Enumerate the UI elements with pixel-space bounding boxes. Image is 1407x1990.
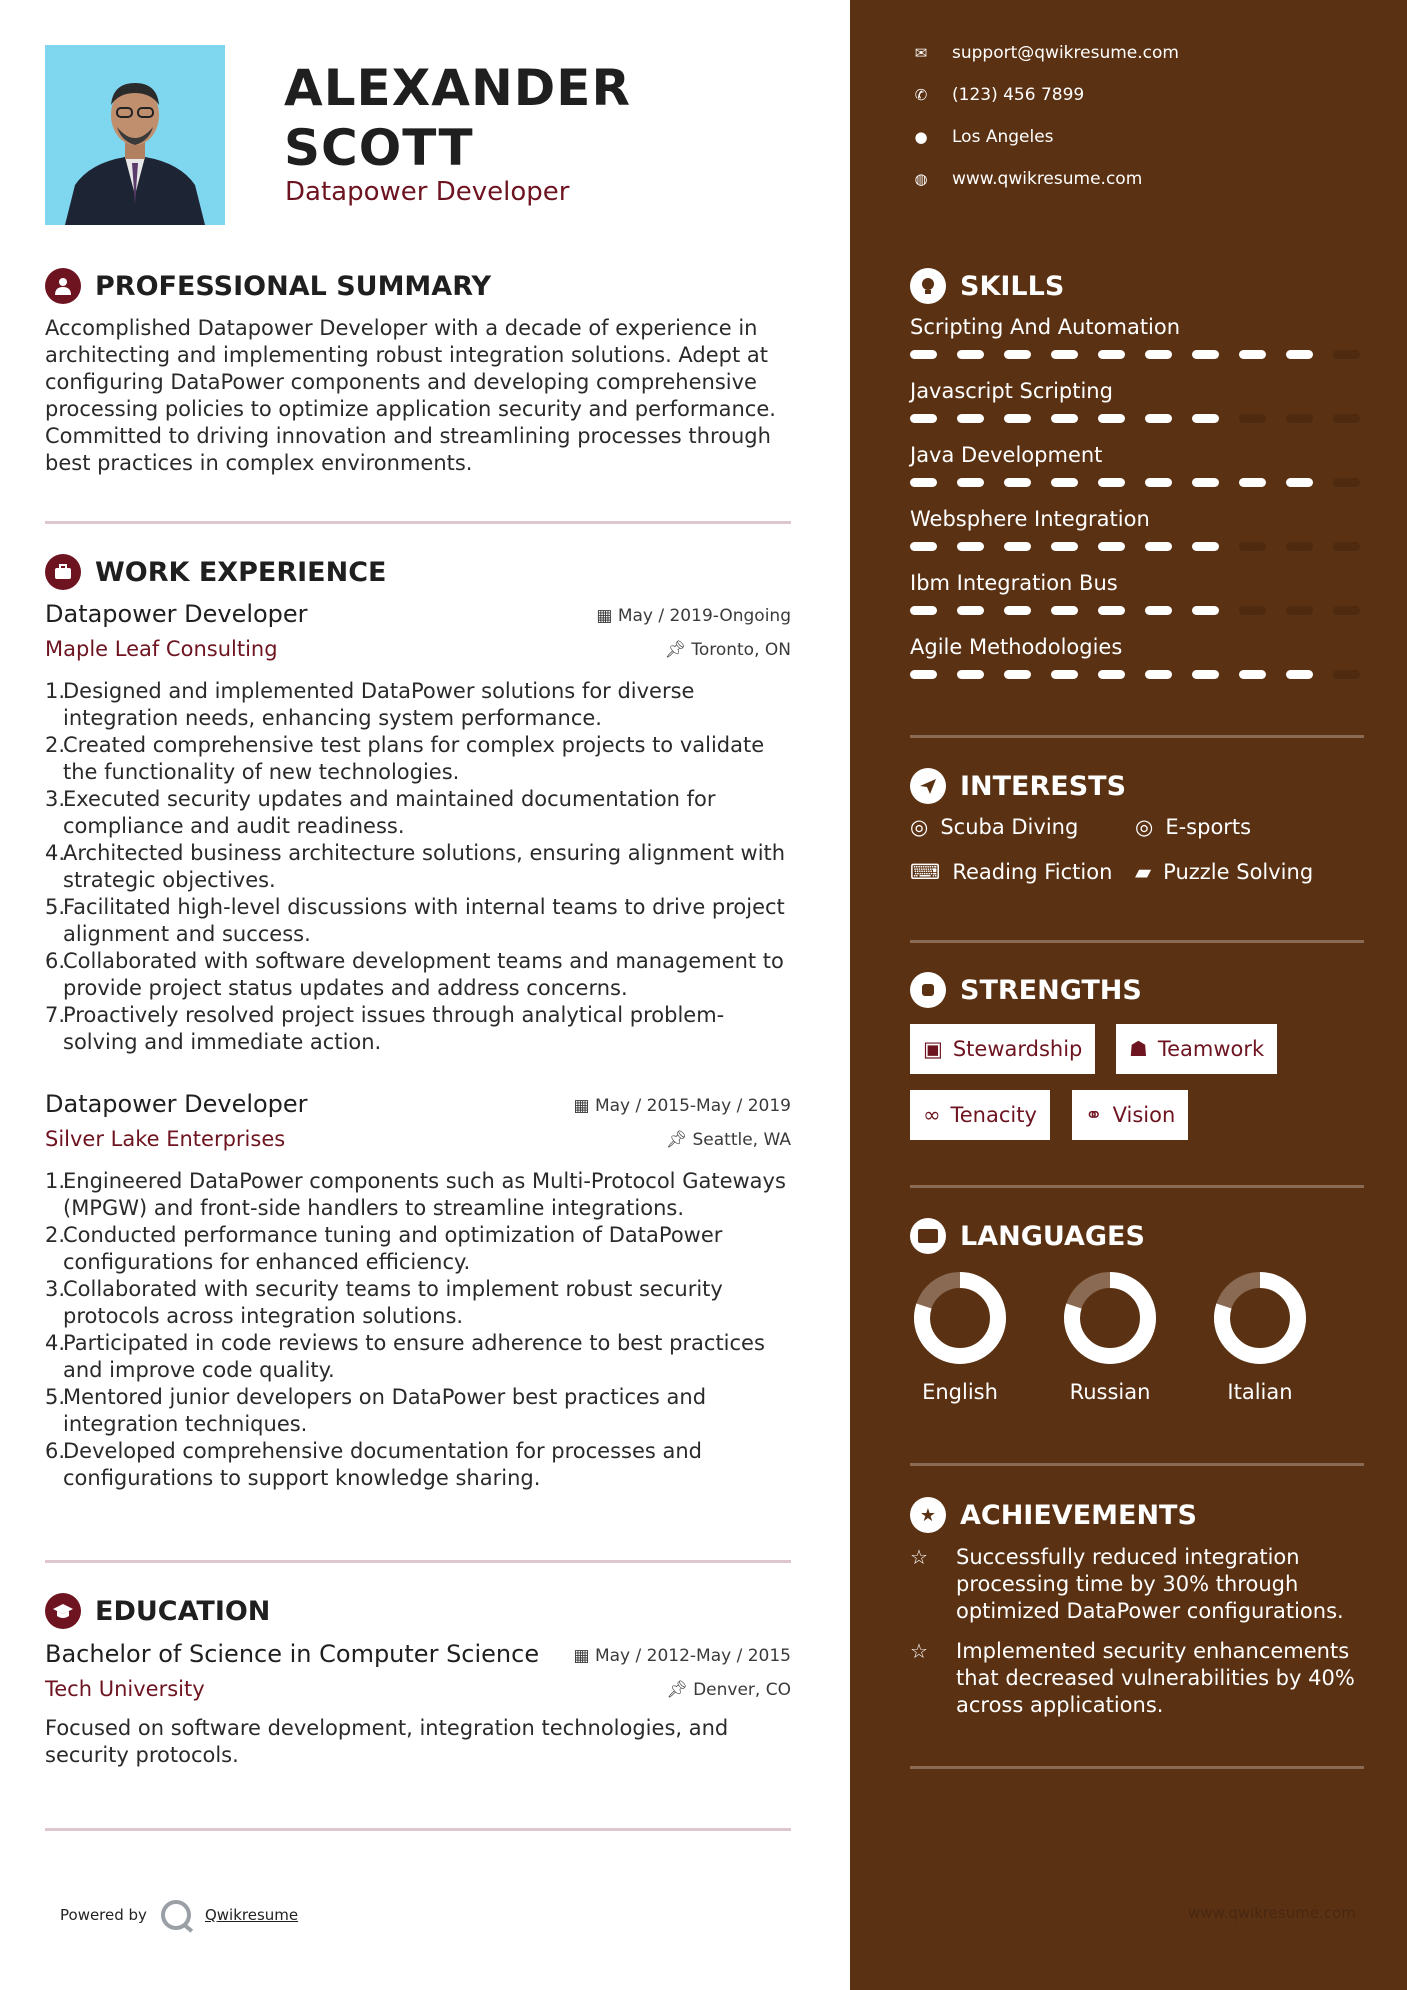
- duty-text: Architected business architecture solutions, ensuring alignment with strategic objectives.: [63, 841, 786, 892]
- interest-item: [1135, 860, 1313, 884]
- skill-rating-dot: [1098, 606, 1125, 615]
- divider: [910, 1185, 1364, 1188]
- duty-number: 3.: [45, 1277, 66, 1301]
- duty-item: [45, 1222, 795, 1276]
- education-date: [574, 1646, 792, 1666]
- life-ring-icon: ◎: [910, 815, 929, 839]
- skill-name: Agile Methodologies: [910, 635, 1123, 659]
- skill-rating-dot: [1051, 670, 1078, 679]
- skill-rating-dot: [1239, 350, 1266, 359]
- skill-rating-dot: [1286, 478, 1313, 487]
- skill-rating-dot: [1333, 670, 1360, 679]
- divider: [910, 735, 1364, 738]
- strengths-heading-text: STRENGTHS: [960, 974, 1142, 1006]
- skill-rating-dot: [1333, 350, 1360, 359]
- duty-text: Designed and implemented DataPower solutions for diverse integration needs, enhancing system performance.: [63, 679, 695, 730]
- divider: [910, 1463, 1364, 1466]
- job-entry-location-text: Toronto, ON: [691, 640, 791, 660]
- skill-rating: [910, 414, 1364, 423]
- name-line-1: ALEXANDER: [284, 59, 631, 117]
- duty-text: Mentored junior developers on DataPower best practices and integration techniques.: [63, 1385, 707, 1436]
- skill-item: [910, 443, 1364, 487]
- duty-item: [45, 786, 795, 840]
- languages-heading: [910, 1218, 1145, 1254]
- language-item: [1205, 1268, 1315, 1404]
- achievements-heading-text: ACHIEVEMENTS: [960, 1499, 1197, 1531]
- skill-rating-dot: [957, 606, 984, 615]
- duty-item: [45, 948, 795, 1002]
- duty-text: Created comprehensive test plans for complex projects to validate the functionality of new technologies.: [63, 733, 765, 784]
- strength-tag: [1072, 1090, 1188, 1140]
- interest-item: [910, 815, 1078, 839]
- duty-text: Collaborated with software development teams and management to provide project status updates and address concerns.: [63, 949, 784, 1000]
- education-heading: [45, 1593, 270, 1629]
- strength-label: Tenacity: [950, 1103, 1037, 1127]
- skill-rating-dot: [1098, 478, 1125, 487]
- skill-rating-dot: [1145, 542, 1172, 551]
- calendar-icon: ▦: [573, 1096, 595, 1116]
- language-level-ring: [1210, 1268, 1310, 1368]
- interest-item: [910, 860, 1112, 884]
- language-name: English: [922, 1380, 998, 1404]
- duty-text: Facilitated high-level discussions with internal teams to drive project alignment and success.: [63, 895, 785, 946]
- skill-rating-dot: [1239, 670, 1266, 679]
- gamepad-icon: ⌨: [910, 860, 941, 884]
- lightbulb-icon: [910, 268, 946, 304]
- duty-text: Developed comprehensive documentation for processes and configurations to support knowledge sharing.: [63, 1439, 703, 1490]
- achievement-item: [910, 1638, 1364, 1719]
- skill-rating-dot: [1192, 478, 1219, 487]
- duty-item: [45, 1002, 795, 1056]
- divider: [45, 1560, 791, 1563]
- skill-rating-dot: [1051, 414, 1078, 423]
- language-name: Russian: [1069, 1380, 1151, 1404]
- candidate-name: [284, 58, 631, 178]
- duty-number: 5.: [45, 1385, 66, 1409]
- skill-rating-dot: [1192, 542, 1219, 551]
- skill-rating-dot: [1098, 542, 1125, 551]
- skill-rating: [910, 670, 1364, 679]
- strength-label: Vision: [1112, 1103, 1176, 1127]
- contact-email-text: support@qwikresume.com: [952, 43, 1179, 63]
- skill-rating-dot: [957, 350, 984, 359]
- interest-label: Scuba Diving: [940, 815, 1079, 839]
- strengths-heading: [910, 972, 1142, 1008]
- languages-heading-text: LANGUAGES: [960, 1220, 1145, 1252]
- achievement-text: Implemented security enhancements that decreased vulnerabilities by 40% across applications.: [956, 1639, 1355, 1717]
- duty-number: 6.: [45, 949, 66, 973]
- strength-tag: [1116, 1024, 1277, 1074]
- phone-icon: ✆: [914, 86, 928, 104]
- summary-heading-text: PROFESSIONAL SUMMARY: [95, 270, 492, 302]
- duty-text: Proactively resolved project issues through analytical problem-solving and immediate action.: [63, 1003, 725, 1054]
- skills-heading: [910, 268, 1064, 304]
- duty-number: 2.: [45, 733, 66, 757]
- strength-tag: [910, 1024, 1095, 1074]
- skill-rating-dot: [1098, 350, 1125, 359]
- job-entry-date: [596, 606, 791, 626]
- duty-item: [45, 894, 795, 948]
- interest-item: [1135, 815, 1251, 839]
- skill-rating-dot: [1004, 670, 1031, 679]
- achievements-heading: [910, 1497, 1197, 1533]
- qwikresume-logo-icon: [161, 1900, 191, 1930]
- pin-icon: 📌︎: [664, 640, 692, 660]
- skill-rating-dot: [1286, 414, 1313, 423]
- interest-label: Puzzle Solving: [1163, 860, 1314, 884]
- skill-rating-dot: [1192, 606, 1219, 615]
- job-entry-company: Maple Leaf Consulting: [45, 637, 278, 661]
- star-icon: ☆: [910, 1545, 928, 1569]
- skill-name: Javascript Scripting: [910, 379, 1113, 403]
- job-entry-date: [574, 1096, 792, 1116]
- skill-rating-dot: [1286, 606, 1313, 615]
- qwikresume-link[interactable]: Qwikresume: [204, 1906, 299, 1924]
- job-entry: [45, 1090, 791, 1510]
- skill-name: Scripting And Automation: [910, 315, 1181, 339]
- skill-rating: [910, 606, 1364, 615]
- skill-rating-dot: [1239, 542, 1266, 551]
- skill-rating-dot: [1098, 670, 1125, 679]
- duty-text: Engineered DataPower components such as Multi-Protocol Gateways (MPGW) and front-side handlers to streamline integrations.: [63, 1169, 786, 1220]
- skill-rating-dot: [1333, 414, 1360, 423]
- skill-name: Java Development: [910, 443, 1103, 467]
- contact-location-text: Los Angeles: [952, 127, 1054, 147]
- strength-label: Stewardship: [952, 1037, 1083, 1061]
- skill-rating-dot: [910, 350, 937, 359]
- skill-name: Ibm Integration Bus: [910, 571, 1118, 595]
- footer-website: www.qwikresume.com: [1188, 1904, 1356, 1922]
- divider: [45, 1828, 791, 1831]
- job-entry-location: [666, 1130, 792, 1150]
- duty-item: [45, 1384, 795, 1438]
- skill-rating-dot: [1239, 414, 1266, 423]
- divider: [45, 521, 791, 524]
- skill-rating-dot: [1239, 478, 1266, 487]
- skill-item: [910, 571, 1364, 615]
- language-level-ring: [1060, 1268, 1160, 1368]
- skill-name: Websphere Integration: [910, 507, 1150, 531]
- skills-heading-text: SKILLS: [960, 270, 1065, 302]
- skill-rating-dot: [1192, 670, 1219, 679]
- pin-icon: 📌︎: [665, 1130, 693, 1150]
- duty-number: 2.: [45, 1223, 66, 1247]
- binoculars-icon: ⚭: [1085, 1103, 1103, 1127]
- achievement-text: Successfully reduced integration processing time by 30% through optimized DataPower configurations.: [956, 1545, 1344, 1623]
- duty-number: 7.: [45, 1003, 66, 1027]
- user-icon: [45, 268, 81, 304]
- education-location-text: Denver, CO: [693, 1680, 791, 1700]
- link-icon: ∞: [923, 1103, 941, 1127]
- summary-heading: [45, 268, 491, 304]
- skill-rating-dot: [1004, 350, 1031, 359]
- divider: [910, 940, 1364, 943]
- life-ring-icon: ◎: [1135, 815, 1154, 839]
- paper-plane-icon: [910, 768, 946, 804]
- skill-rating-dot: [1051, 478, 1078, 487]
- duty-item: [45, 840, 795, 894]
- skill-rating-dot: [1286, 542, 1313, 551]
- skill-rating-dot: [1004, 414, 1031, 423]
- globe-icon: ◍: [914, 170, 928, 188]
- skill-rating-dot: [910, 606, 937, 615]
- sidebar: [850, 0, 1407, 1990]
- job-duties-list: [45, 1168, 795, 1492]
- duty-text: Participated in code reviews to ensure adherence to best practices and improve code quality.: [63, 1331, 765, 1382]
- job-entry-date-text: May / 2015-May / 2019: [594, 1096, 791, 1116]
- calendar-icon: ▦: [596, 606, 618, 626]
- experience-heading: [45, 554, 386, 590]
- skill-rating-dot: [1098, 414, 1125, 423]
- education-heading-text: EDUCATION: [95, 1595, 271, 1627]
- duty-item: [45, 732, 795, 786]
- achievement-item: [910, 1544, 1364, 1625]
- skill-rating-dot: [1192, 414, 1219, 423]
- skill-rating: [910, 478, 1364, 487]
- contact-email[interactable]: [910, 43, 1179, 63]
- skill-rating-dot: [957, 542, 984, 551]
- education-description: Focused on software development, integration technologies, and security protocols.: [45, 1716, 729, 1767]
- skill-rating-dot: [1145, 414, 1172, 423]
- skill-rating-dot: [1192, 350, 1219, 359]
- profile-photo: [45, 45, 225, 225]
- interest-label: Reading Fiction: [952, 860, 1113, 884]
- language-level-ring: [910, 1268, 1010, 1368]
- skill-rating-dot: [1145, 606, 1172, 615]
- duty-item: [45, 1276, 795, 1330]
- duty-number: 4.: [45, 1331, 66, 1355]
- strength-label: Teamwork: [1157, 1037, 1265, 1061]
- job-entry: [45, 600, 791, 1060]
- fist-icon: [910, 972, 946, 1008]
- skill-rating-dot: [957, 670, 984, 679]
- duty-item: [45, 1168, 795, 1222]
- contact-phone[interactable]: [910, 85, 1084, 105]
- skill-rating-dot: [1145, 670, 1172, 679]
- pin-icon: 📌︎: [666, 1680, 694, 1700]
- skill-rating-dot: [910, 542, 937, 551]
- users-icon: ☗: [1129, 1037, 1148, 1061]
- job-entry-location-text: Seattle, WA: [692, 1130, 791, 1150]
- skill-rating: [910, 350, 1364, 359]
- strength-tag: [910, 1090, 1050, 1140]
- skill-rating-dot: [1286, 350, 1313, 359]
- duty-number: 6.: [45, 1439, 66, 1463]
- skill-rating-dot: [1333, 542, 1360, 551]
- job-entry-location: [664, 640, 791, 660]
- skill-rating-dot: [1333, 478, 1360, 487]
- footer-branding: [60, 1900, 298, 1930]
- powered-by-text: Powered by: [60, 1906, 147, 1924]
- interest-label: E-sports: [1165, 815, 1252, 839]
- skill-rating-dot: [910, 478, 937, 487]
- interests-heading-text: INTERESTS: [960, 770, 1127, 802]
- contact-phone-text: (123) 456 7899: [952, 85, 1085, 105]
- map-marker-icon: ●: [914, 128, 928, 146]
- briefcase-icon: [45, 554, 81, 590]
- graduation-cap-icon: [45, 1593, 81, 1629]
- education-location: [666, 1680, 791, 1700]
- education-school: Tech University: [45, 1677, 205, 1701]
- duty-text: Collaborated with security teams to implement robust security protocols across integration solutions.: [63, 1277, 723, 1328]
- duty-number: 4.: [45, 841, 66, 865]
- summary-text: Accomplished Datapower Developer with a decade of experience in architecting and implementing robust integration solutions. Adept at configuring DataPower components and developing comprehensive processing policies to optimize application security and performance. Committed to driving innovation and streamlining processes through best practices in complex environments.: [45, 316, 776, 475]
- language-item: [905, 1268, 1015, 1404]
- job-entry-date-text: May / 2019-Ongoing: [617, 606, 791, 626]
- job-duties-list: [45, 678, 795, 1056]
- calendar-icon: ▦: [573, 1646, 595, 1666]
- language-item: [1055, 1268, 1165, 1404]
- duty-item: [45, 1330, 795, 1384]
- name-line-2: SCOTT: [284, 119, 474, 177]
- duty-number: 3.: [45, 787, 66, 811]
- skill-rating-dot: [1051, 542, 1078, 551]
- skill-item: [910, 635, 1364, 679]
- skill-rating-dot: [957, 414, 984, 423]
- language-icon: [910, 1218, 946, 1254]
- skill-rating-dot: [1004, 542, 1031, 551]
- briefcase-icon: ▣: [923, 1037, 943, 1061]
- divider: [910, 1766, 1364, 1769]
- skill-rating: [910, 542, 1364, 551]
- skill-rating-dot: [910, 670, 937, 679]
- star-icon: ☆: [910, 1639, 928, 1663]
- skill-rating-dot: [1145, 350, 1172, 359]
- star-badge-icon: ★: [910, 1497, 946, 1533]
- contact-location: [910, 127, 1054, 147]
- duty-item: [45, 1438, 795, 1492]
- duty-text: Executed security updates and maintained documentation for compliance and audit readiness.: [63, 787, 716, 838]
- language-name: Italian: [1227, 1380, 1293, 1404]
- skill-rating-dot: [1333, 606, 1360, 615]
- education-entry: [45, 1640, 791, 1770]
- skill-rating-dot: [1145, 478, 1172, 487]
- duty-number: 1.: [45, 1169, 66, 1193]
- job-entry-title: Datapower Developer: [45, 600, 308, 628]
- job-title: Datapower Developer: [285, 177, 570, 207]
- job-entry-company: Silver Lake Enterprises: [45, 1127, 286, 1151]
- skill-rating-dot: [1004, 478, 1031, 487]
- education-date-text: May / 2012-May / 2015: [594, 1646, 791, 1666]
- contact-website-text: www.qwikresume.com: [952, 169, 1143, 189]
- skill-rating-dot: [1239, 606, 1266, 615]
- interests-heading: [910, 768, 1126, 804]
- skill-rating-dot: [1004, 606, 1031, 615]
- skill-rating-dot: [957, 478, 984, 487]
- skill-item: [910, 379, 1364, 423]
- skill-item: [910, 315, 1364, 359]
- job-entry-title: Datapower Developer: [45, 1090, 308, 1118]
- skill-rating-dot: [910, 414, 937, 423]
- book-icon: ▰: [1135, 860, 1152, 884]
- skill-rating-dot: [1286, 670, 1313, 679]
- skill-rating-dot: [1051, 350, 1078, 359]
- envelope-icon: ✉: [914, 44, 928, 62]
- contact-website[interactable]: [910, 169, 1142, 189]
- duty-number: 5.: [45, 895, 66, 919]
- skill-item: [910, 507, 1364, 551]
- skill-rating-dot: [1051, 606, 1078, 615]
- duty-text: Conducted performance tuning and optimization of DataPower configurations for enhanced efficiency.: [63, 1223, 723, 1274]
- experience-heading-text: WORK EXPERIENCE: [95, 556, 387, 588]
- duty-number: 1.: [45, 679, 66, 703]
- duty-item: [45, 678, 795, 732]
- education-degree: Bachelor of Science in Computer Science: [45, 1640, 540, 1668]
